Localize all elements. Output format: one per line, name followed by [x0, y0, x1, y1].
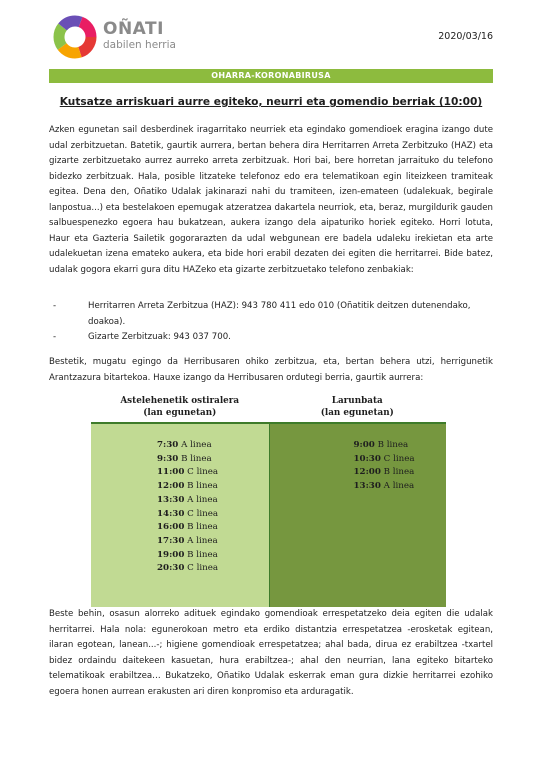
table-row	[270, 439, 447, 453]
list-item	[49, 299, 493, 330]
table-row	[91, 508, 269, 522]
bus-line: B linea	[383, 467, 415, 478]
bus-line: A linea	[187, 535, 218, 546]
list-item	[49, 330, 493, 346]
list-item-text: Gizarte Zerbitzuak: 943 037 700.	[88, 332, 231, 342]
weekday-header	[91, 394, 269, 422]
departure-time: 14:30	[157, 508, 185, 519]
bullet-dash-icon: -	[53, 332, 57, 342]
bus-line: A linea	[383, 481, 415, 492]
table-row	[91, 439, 269, 453]
bus-line: C linea	[187, 563, 219, 574]
page-title: Kutsatze arriskuari aurre egiteko, neurri eta gomendio berriak (10:00)	[59, 96, 483, 108]
table-row	[91, 562, 269, 576]
departure-time: 13:30	[157, 494, 185, 505]
bus-schedule-table	[91, 394, 446, 607]
bus-line: C linea	[187, 467, 219, 478]
departure-time: 20:30	[157, 563, 185, 574]
departure-time: 19:00	[157, 549, 185, 560]
bus-line: B linea	[187, 522, 218, 533]
document-date: 2020/03/16	[438, 31, 493, 42]
table-row	[91, 535, 269, 549]
table-row	[91, 494, 269, 508]
saturday-heading: Larunbata	[331, 396, 383, 406]
departure-time: 9:30	[157, 453, 179, 464]
table-row	[91, 549, 269, 563]
phone-list	[49, 299, 493, 346]
brand-tagline: dabilen herria	[103, 39, 176, 51]
table-row	[91, 453, 269, 467]
table-row	[91, 466, 269, 480]
departure-time: 11:00	[157, 467, 185, 478]
table-row	[91, 521, 269, 535]
departure-time: 12:00	[157, 481, 185, 492]
bus-paragraph: Bestetik, mugatu egingo da Herribusaren ohiko zerbitzua, eta, bertan behera utzi, herrigunetik Arantzazura bitartekoa. Hauxe izango da Herribusaren ordutegi berria, gaurtik aurrera:	[49, 357, 493, 383]
departure-time: 16:00	[157, 522, 185, 533]
departure-time: 10:30	[353, 453, 381, 464]
brand	[103, 20, 176, 52]
bus-line: B linea	[187, 549, 218, 560]
departure-time: 12:00	[353, 467, 381, 478]
bus-line: A linea	[181, 440, 212, 450]
saturday-header	[269, 394, 447, 422]
bus-line: C linea	[383, 453, 415, 464]
onati-logo-icon	[52, 14, 98, 60]
saturday-column	[269, 424, 447, 607]
table-row	[270, 453, 447, 467]
saturday-subheading: (lan egunetan)	[320, 408, 394, 418]
departure-time: 7:30	[157, 440, 179, 450]
weekday-subheading: (lan egunetan)	[143, 408, 217, 418]
bullet-dash-icon: -	[53, 301, 57, 311]
intro-paragraph: Azken egunetan sail desberdinek iragarritako neurriek eta egindako gomendioek eragina izango dute udal zerbitzuetan. Batetik, gaurtik aurrera, bertan behera dira Herritarren Arreta Zerbitzuko (HAZ) eta gizarte zerbitzuetako aurrez aurreko arreta zerbitzuak. Hori bai, bere horretan jarraituko du telefono bidezko zerbitzuak. Hala, posible litzateke telefonoz edo era telematikoan egin liteizkeen tramiteak egitea. Dena den, Oñatiko Udalak jakinarazi nahi du tramiteen, izen-emateen (udalekuak, begirale lanpostua...) eta bestelakoen epemugak atzeratzea dakartela neurriok, eta, beraz, murgildurik gauden salbuespenezko egoera hau bukatzean, aukera izango dela aipaturiko horiek egiteko. Horri lotuta, Haur eta Gazteria Sailetik gogorarazten da udal webgunean ere badela udaleku irekietan eta arte udalekuetan izena emateko aukera, eta bide hori erabil dezaten dei egiten die herritarrei. Bide batez, udalak gogora ekarri gura ditu HAZeko eta gizarte zerbitzuetako telefono zenbakiak:	[49, 125, 493, 275]
bus-line: B linea	[187, 481, 218, 492]
weekday-heading: Astelehenetik ostiralera	[120, 396, 240, 406]
closing-paragraph: Beste behin, osasun alorreko adituek egindako gomendioak errespetatzeko deia egiten die udalak herritarrei. Hala nola: egunerokoan metro eta erdiko distantzia errespetatzea -erosketak egitean, ilaran egotean, lanean...-; higiene gomendioak errespetatzea; ahal bada, dirua ez erabiltzea -txartel bidez ordaindu daitekeen kasuetan, hura erabiltzea-; ahal den neurrian, lana egiteko bitarteko telematikoak erabiltzea… Bukatzeko, Oñatiko Udalak eskerrak eman gura dizkie herritarrei ezohiko egoera honen aurrean erakusten ari diren konpromiso eta arduragatik.	[49, 609, 493, 697]
schedule-header	[91, 394, 446, 422]
departure-time: 9:00	[353, 440, 375, 450]
bus-line: A linea	[187, 494, 218, 505]
table-row	[270, 466, 447, 480]
schedule-body	[91, 422, 446, 607]
bus-line: C linea	[187, 508, 219, 519]
bus-line: B linea	[377, 440, 409, 450]
table-row	[270, 480, 447, 494]
departure-time: 17:30	[157, 535, 185, 546]
brand-name: OÑATI	[103, 19, 164, 39]
list-item-text: Herritarren Arreta Zerbitzua (HAZ): 943 780 411 edo 010 (Oñatitik deitzen dutenendako, doakoa).	[88, 301, 471, 327]
page-header	[0, 0, 543, 70]
departure-time: 13:30	[353, 481, 381, 492]
table-row	[91, 480, 269, 494]
weekday-column	[91, 424, 269, 607]
notice-banner: OHARRA-KORONABIRUSA	[49, 69, 493, 83]
bus-line: B linea	[181, 453, 212, 464]
